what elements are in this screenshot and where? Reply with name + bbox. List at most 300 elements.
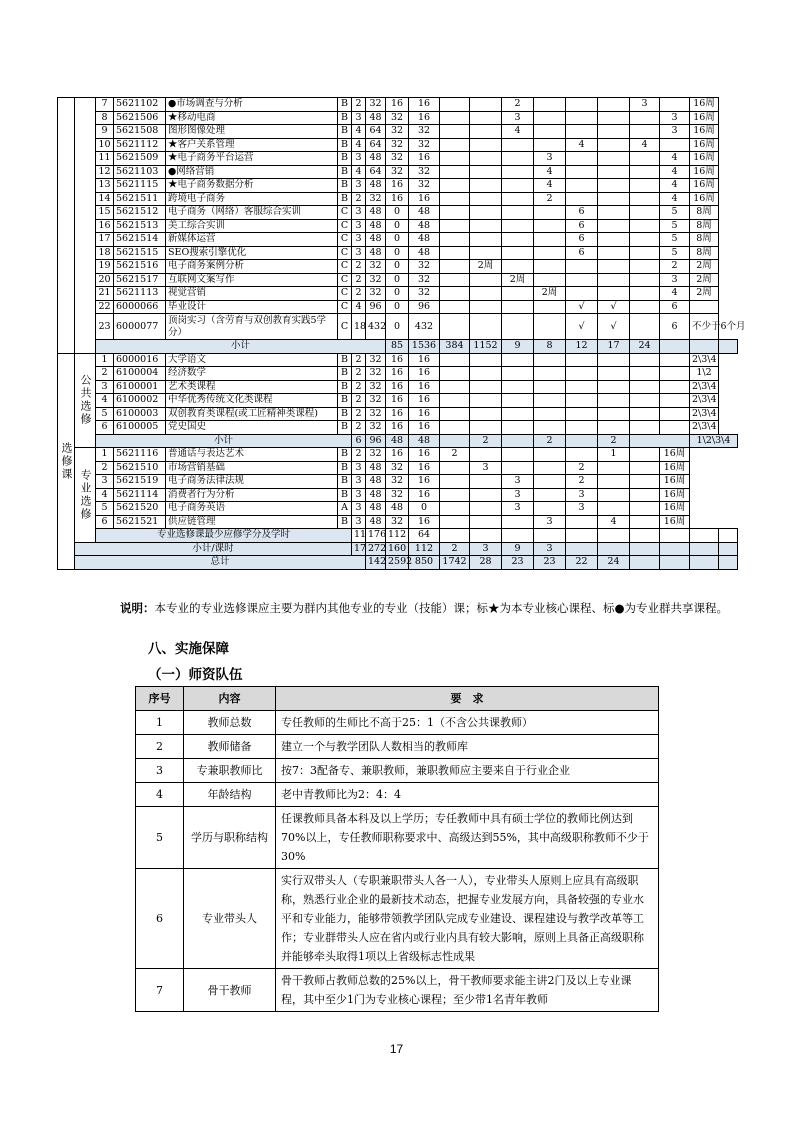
table-cell: 3 [470,542,502,556]
table-cell: 16 [409,367,440,381]
table-cell: 14 [96,192,114,206]
table-cell: 2 [470,434,502,448]
table-cell [598,380,630,394]
table-cell: 2 [352,260,366,274]
table-cell: 48 [366,461,386,475]
table-row [58,407,738,421]
table-row [58,138,738,152]
table-cell: 6100001 [114,380,166,394]
table-cell: 16周 [660,448,690,462]
table-cell: 48 [366,502,386,516]
table-cell [566,111,598,125]
table-cell [470,475,502,489]
table-cell: 6 [352,434,366,448]
table-cell: 8 [96,111,114,125]
table-cell [470,206,502,220]
table-cell: 64 [366,165,386,179]
table-cell: 3 [502,502,534,516]
staff-requirement: 老中青教师比为2：4：4 [276,783,659,807]
table-cell: 48 [366,219,386,233]
table-cell: 6100003 [114,407,166,421]
table-cell [598,529,630,543]
table-cell [534,448,566,462]
table-cell: 5 [660,206,690,220]
table-cell [502,152,534,166]
table-cell [690,556,719,570]
table-cell [440,246,470,260]
table-cell: 2 [96,461,114,475]
table-cell: 32 [366,421,386,435]
course-name: 新媒体运营 [166,233,338,247]
table-cell: 3 [502,111,534,125]
staff-requirement: 实行双带头人（专职兼职带头人各一人），专业带头人原则上应具有高级职称，熟悉行业企业的最新技术动态，把握专业发展方向，具备较强的专业水平和专业能力，能够带领教学团队完成专业建设、课程建设与教学改革等工作；专业群带头人应在省内或行业内具有较大影响，原则上具备正高级职称并能够牵头取得1项以上省级标志性成果 [276,869,659,969]
table-cell [534,219,566,233]
table-cell: 2\3\4 [690,407,719,421]
table-cell: 18 [96,246,114,260]
table-cell [470,125,502,139]
table-cell: 2周 [690,260,719,274]
table-cell: 5 [96,407,114,421]
staff-item: 学历与职称结构 [184,807,276,869]
table-cell [502,206,534,220]
table-cell: 32 [386,461,409,475]
table-cell: B [338,475,352,489]
table-row [58,488,738,502]
table-cell: 16 [409,407,440,421]
table-cell: 32 [386,488,409,502]
table-cell [660,98,690,112]
course-name: 跨境电子商务 [166,192,338,206]
table-cell [598,394,630,408]
table-cell [440,233,470,247]
staff-row [136,969,659,1012]
course-name: 供应链管理 [166,515,338,529]
table-cell: 3 [352,475,366,489]
course-name: 消费者行为分析 [166,488,338,502]
table-cell [440,219,470,233]
table-cell: 23 [534,556,566,570]
staff-table [135,686,659,1012]
table-cell [470,407,502,421]
table-cell: 48 [409,219,440,233]
staff-index: 3 [136,759,184,783]
table-cell: 16周 [660,515,690,529]
table-cell: 32 [409,260,440,274]
table-cell: 5621116 [114,448,166,462]
table-cell: 8周 [690,219,719,233]
table-cell: 0 [386,273,409,287]
table-cell: 1\2 [690,367,719,381]
table-cell: 2 [440,448,470,462]
table-cell: 6 [96,421,114,435]
table-cell [502,179,534,193]
staff-item: 教师储备 [184,735,276,759]
table-cell [566,407,598,421]
table-cell [630,287,660,301]
staff-header-cell: 内容 [184,687,276,711]
table-cell [630,488,660,502]
table-cell [502,287,534,301]
table-cell: 5 [660,246,690,260]
table-cell: 2592 [386,556,409,570]
table-cell: 28 [470,556,502,570]
table-cell: 850 [409,556,440,570]
table-cell: 32 [409,138,440,152]
table-cell: 4 [534,165,566,179]
table-cell: 32 [366,98,386,112]
table-cell [440,206,470,220]
table-cell [440,179,470,193]
table-cell: 3 [534,152,566,166]
table-row [58,434,738,448]
table-cell [660,138,690,152]
table-cell: 432 [409,314,440,340]
table-cell: 5621510 [114,461,166,475]
hours-label: 小计/课时 [75,542,352,556]
table-cell: 4 [660,165,690,179]
table-cell [630,300,660,314]
table-cell: 3 [534,515,566,529]
table-cell: 5621515 [114,246,166,260]
public-elective-label: 公共选修 [75,353,96,448]
table-cell: B [338,192,352,206]
table-cell [598,138,630,152]
table-cell: 3 [502,488,534,502]
table-cell: A [338,502,352,516]
table-cell: 2 [96,367,114,381]
table-cell [598,165,630,179]
course-name: SEO搜索引擎优化 [166,246,338,260]
table-cell [660,340,690,354]
table-cell: 2\3\4 [690,421,719,435]
table-cell: B [338,353,352,367]
table-cell: 4 [660,192,690,206]
table-cell: 5621511 [114,192,166,206]
table-row [58,179,738,193]
table-cell [660,529,690,543]
table-cell: 142 [366,556,386,570]
table-cell: 5621514 [114,233,166,247]
course-name: 顶岗实习（含劳育与双创教育实践5学分） [166,314,338,340]
table-cell: 384 [440,340,470,354]
table-cell: 4 [352,138,366,152]
table-cell: B [338,98,352,112]
table-cell: 4 [502,125,534,139]
table-cell [719,556,738,570]
course-name: 党史国史 [166,421,338,435]
table-cell [470,529,502,543]
table-cell [690,300,719,314]
table-cell [440,300,470,314]
table-cell: 3 [502,475,534,489]
table-cell: 4 [566,138,598,152]
staff-row [136,869,659,969]
table-cell: 32 [386,475,409,489]
table-cell: 16周 [690,192,719,206]
staff-row [136,735,659,759]
table-cell [598,542,630,556]
table-cell: 16周 [690,111,719,125]
group-label-cell [58,98,75,354]
table-cell: 6100004 [114,367,166,381]
table-row [58,515,738,529]
table-cell: 3 [566,488,598,502]
table-cell [660,380,690,394]
table-cell: 2 [352,421,366,435]
table-cell: 4 [352,165,366,179]
table-cell [690,529,719,543]
table-cell: 16 [409,98,440,112]
table-cell [630,219,660,233]
table-cell [598,219,630,233]
table-cell: 176 [366,529,386,543]
table-cell [719,340,738,354]
table-cell [502,515,534,529]
table-cell [630,421,660,435]
table-cell: 3 [470,461,502,475]
table-cell: 48 [366,233,386,247]
table-cell: C [338,300,352,314]
table-cell [598,407,630,421]
table-cell [598,488,630,502]
table-cell [630,367,660,381]
table-cell: 2周 [690,287,719,301]
table-row [58,300,738,314]
table-cell [502,434,534,448]
table-cell [470,179,502,193]
table-cell [440,138,470,152]
table-cell: 2 [534,192,566,206]
table-cell: 4 [598,515,630,529]
subsection-title: （一）师资队伍 [148,667,243,683]
table-cell [440,434,470,448]
table-cell [598,502,630,516]
table-cell [630,179,660,193]
table-cell: 3 [352,206,366,220]
table-cell: 4 [96,488,114,502]
table-cell: 16周 [690,165,719,179]
table-cell: 2 [566,461,598,475]
table-cell [598,273,630,287]
table-cell: 2 [352,380,366,394]
table-cell: 6 [96,515,114,529]
table-cell: 32 [386,152,409,166]
staff-requirement: 按7：3配备专、兼职教师，兼职教师应主要来自于行业企业 [276,759,659,783]
table-cell: 16周 [690,152,719,166]
table-cell: B [338,152,352,166]
table-cell: 6 [660,314,690,340]
table-cell [566,394,598,408]
table-cell: 48 [366,111,386,125]
table-cell: 11 [352,529,366,543]
table-cell: 3 [96,380,114,394]
table-cell: 64 [409,529,440,543]
table-cell [502,246,534,260]
table-cell [470,380,502,394]
table-cell: C [338,219,352,233]
table-cell [534,407,566,421]
table-cell: 9 [502,340,534,354]
staff-item: 年龄结构 [184,783,276,807]
table-cell [630,111,660,125]
table-cell: 48 [366,152,386,166]
table-cell [470,152,502,166]
table-cell: 16 [386,394,409,408]
table-row [58,206,738,220]
table-cell: 5621102 [114,98,166,112]
staff-item: 专业带头人 [184,869,276,969]
table-cell [502,300,534,314]
table-cell: 0 [386,233,409,247]
table-cell [630,192,660,206]
table-cell: 12 [96,165,114,179]
table-cell [598,192,630,206]
course-name: ★移动电商 [166,111,338,125]
table-cell [440,98,470,112]
table-cell [630,260,660,274]
table-cell: 7 [96,98,114,112]
staff-item: 专兼职教师比 [184,759,276,783]
table-cell: B [338,407,352,421]
table-cell [566,152,598,166]
table-cell: 6100002 [114,394,166,408]
table-cell [534,314,566,340]
table-cell: 3 [566,502,598,516]
table-cell: 6000077 [114,314,166,340]
table-cell [502,233,534,247]
table-cell [630,165,660,179]
table-cell: 6 [566,233,598,247]
course-name: ★电子商务数据分析 [166,179,338,193]
table-cell [470,367,502,381]
table-cell: 32 [366,192,386,206]
table-cell [566,98,598,112]
table-cell: 2 [352,353,366,367]
table-cell: 5621519 [114,475,166,489]
major-elective-label: 专业选修 [75,448,96,543]
table-cell: 3 [352,488,366,502]
table-cell: 2周 [470,260,502,274]
table-cell [566,353,598,367]
table-cell: 0 [386,314,409,340]
table-cell: 16 [386,192,409,206]
table-cell: B [338,461,352,475]
table-cell: 5621512 [114,206,166,220]
table-cell [566,380,598,394]
staff-index: 7 [136,969,184,1012]
table-cell [566,542,598,556]
table-cell [502,260,534,274]
table-cell [470,192,502,206]
staff-requirement: 专任教师的生师比不高于25：1（不含公共课教师） [276,711,659,735]
table-cell: 8周 [690,206,719,220]
table-cell: 2周 [690,273,719,287]
table-cell [630,273,660,287]
table-cell [502,367,534,381]
table-cell: 32 [366,287,386,301]
table-cell: 48 [366,475,386,489]
table-cell: 16 [386,380,409,394]
table-cell: 2 [440,542,470,556]
table-cell: 32 [409,287,440,301]
table-cell: 5621521 [114,515,166,529]
table-cell: 272 [366,542,386,556]
table-cell: 2周 [502,273,534,287]
table-cell: 16 [386,448,409,462]
table-cell [534,502,566,516]
table-cell: 5621520 [114,502,166,516]
table-cell [440,273,470,287]
table-cell [630,542,660,556]
table-cell [630,246,660,260]
table-cell [630,152,660,166]
table-cell [598,367,630,381]
table-cell [534,206,566,220]
table-cell [719,542,738,556]
course-name: ★客户关系管理 [166,138,338,152]
table-cell: 6100005 [114,421,166,435]
staff-index: 5 [136,807,184,869]
table-cell [470,219,502,233]
table-cell [502,165,534,179]
table-cell: C [338,273,352,287]
table-cell: 5621114 [114,488,166,502]
subtotal-label: 小计 [96,434,352,448]
table-row [58,394,738,408]
table-cell [630,125,660,139]
table-cell [630,475,660,489]
table-cell: C [338,233,352,247]
table-cell [534,233,566,247]
table-cell [470,111,502,125]
table-cell [534,421,566,435]
table-cell: 32 [386,165,409,179]
table-cell: 3 [630,98,660,112]
table-row [58,192,738,206]
table-cell: B [338,111,352,125]
table-cell [598,233,630,247]
table-cell: 3 [534,542,566,556]
table-cell [470,138,502,152]
staff-header-cell: 要 求 [276,687,659,711]
table-cell: 32 [366,407,386,421]
table-cell: 不少于6个月 [690,314,719,340]
table-cell: 4 [352,125,366,139]
table-cell: 16 [409,461,440,475]
table-cell [502,314,534,340]
table-cell: C [338,287,352,301]
table-cell: √ [598,314,630,340]
table-cell: B [338,367,352,381]
table-cell: 1742 [440,556,470,570]
table-row [58,125,738,139]
table-cell [690,340,719,354]
table-cell [470,287,502,301]
course-name: 电子商务案例分析 [166,260,338,274]
table-row [58,246,738,260]
staff-index: 2 [136,735,184,759]
table-cell: 32 [409,165,440,179]
table-cell: 48 [409,206,440,220]
table-cell: 16周 [660,461,690,475]
staff-row [136,759,659,783]
table-cell: 8周 [690,246,719,260]
table-cell: 4 [660,179,690,193]
table-cell: 2 [660,260,690,274]
table-cell: 2\3\4 [690,380,719,394]
table-cell: C [338,260,352,274]
table-cell: 1536 [409,340,440,354]
